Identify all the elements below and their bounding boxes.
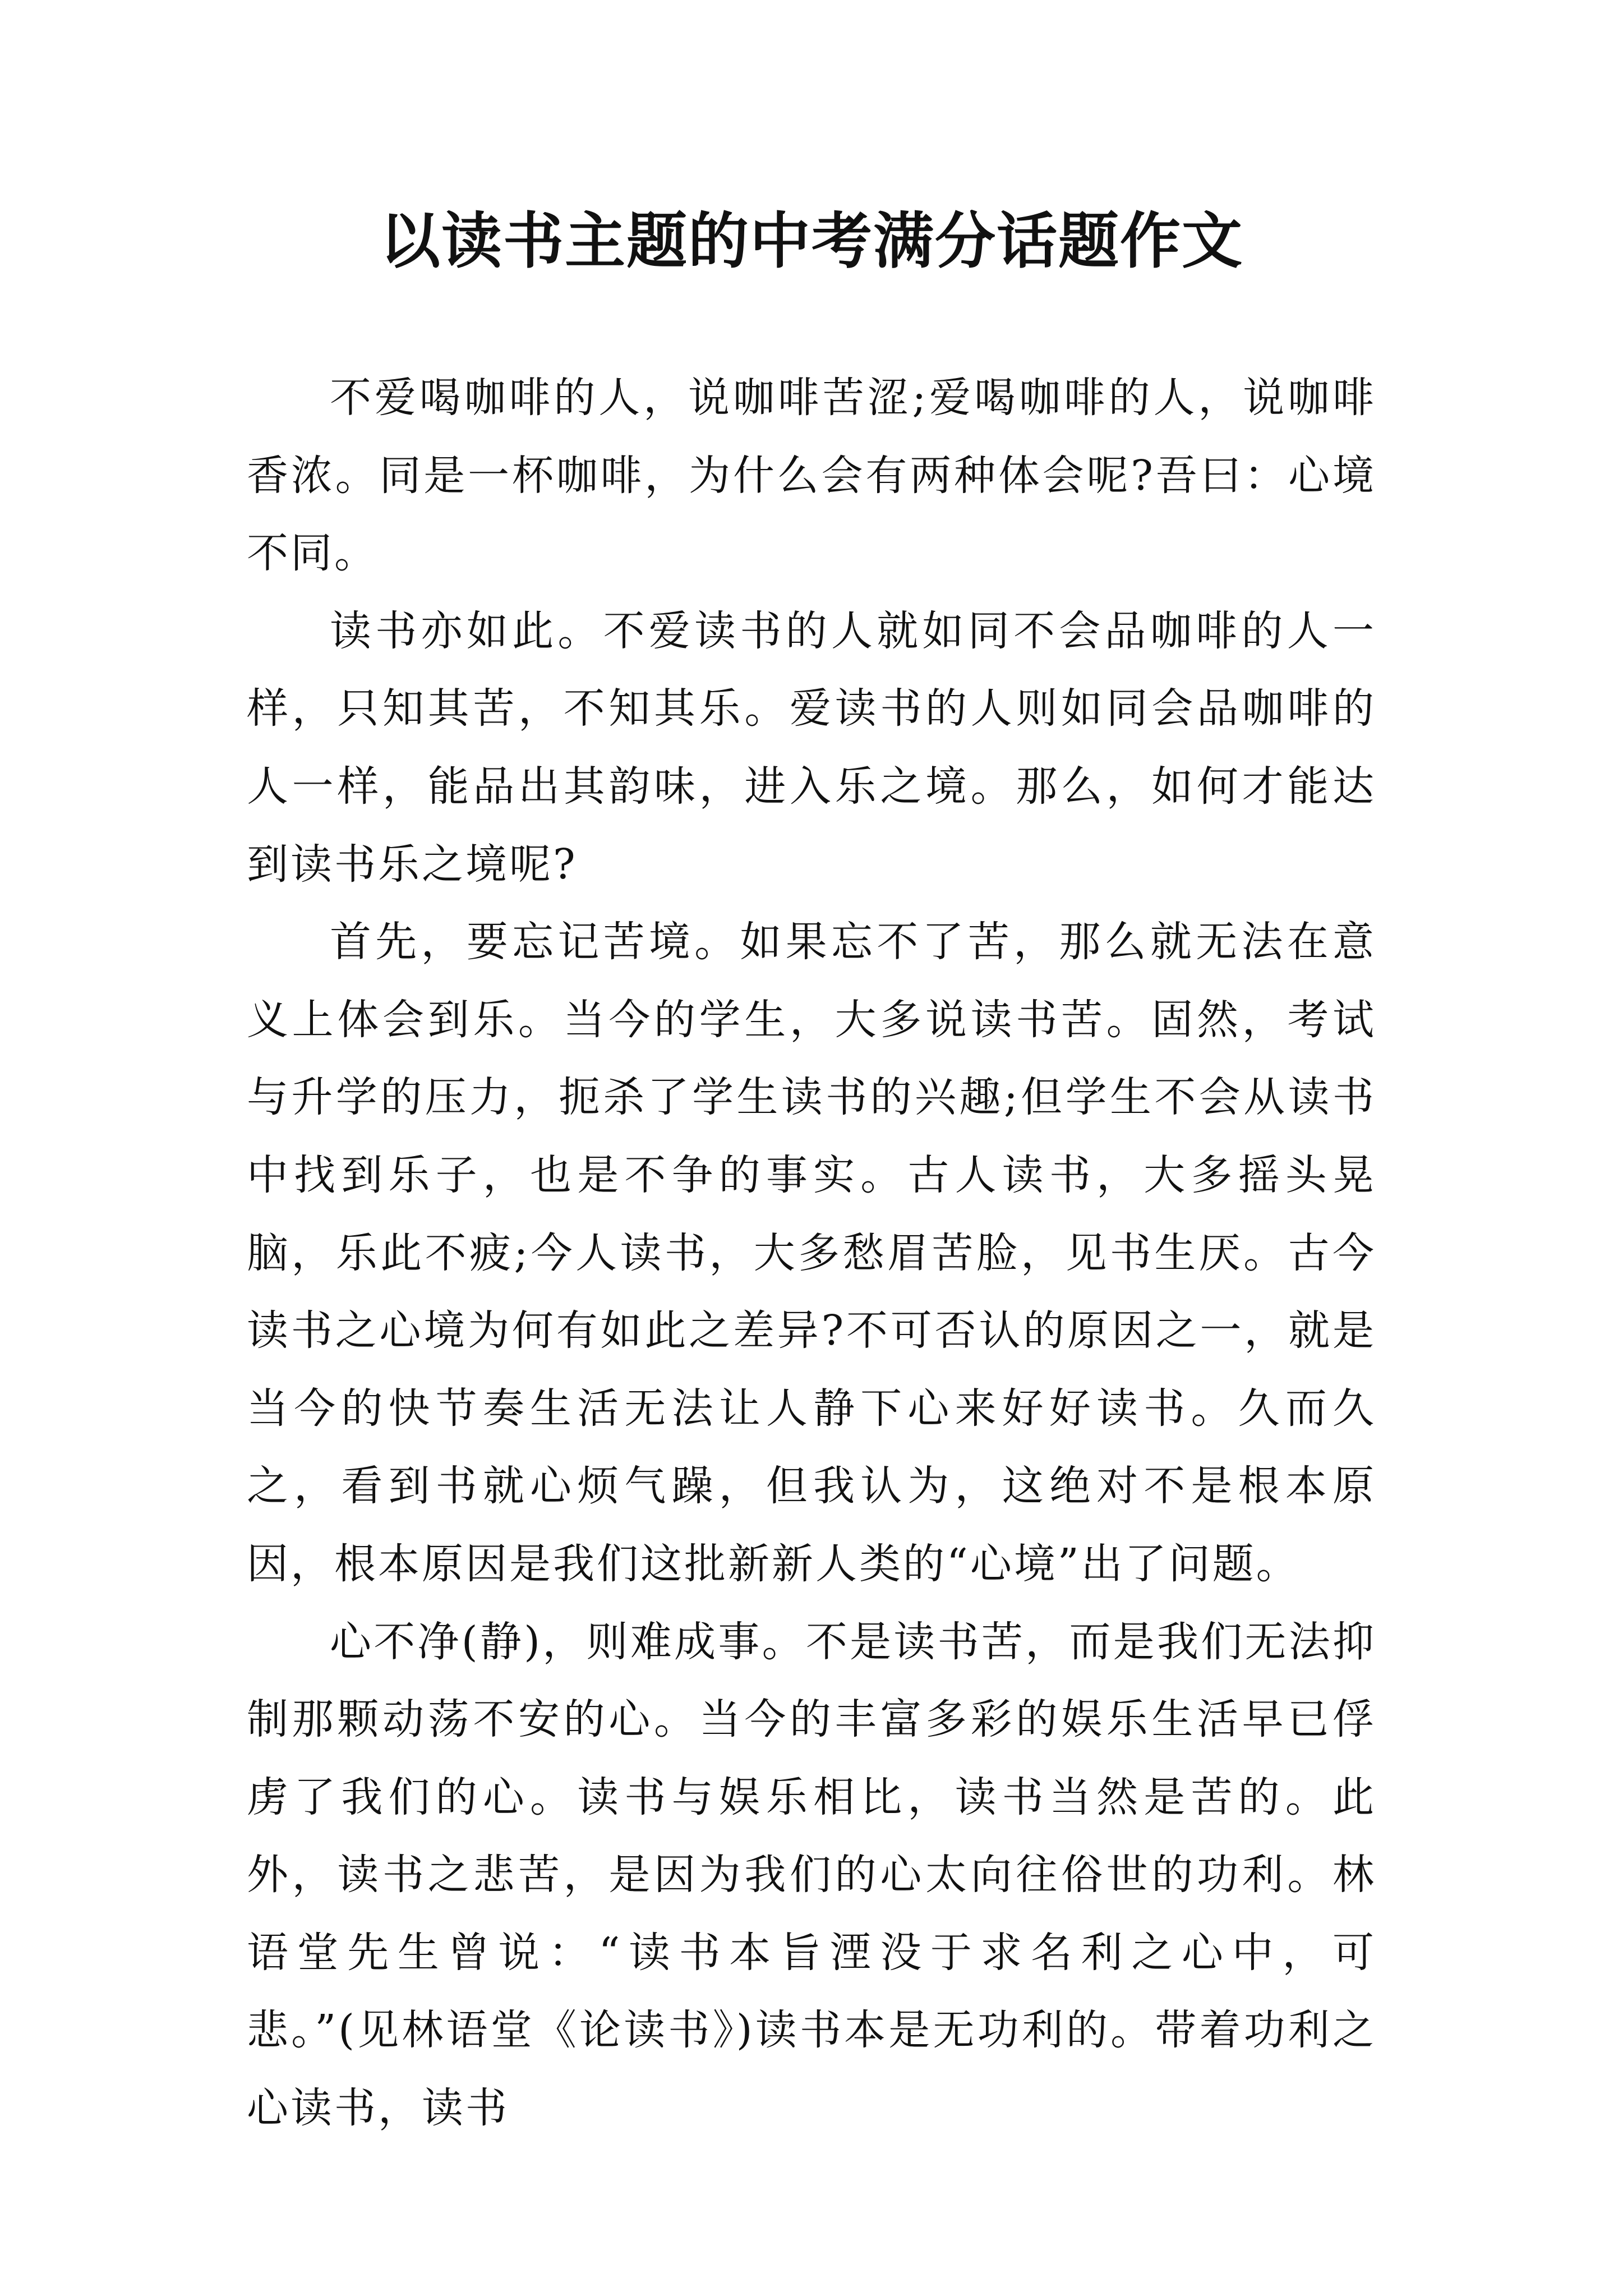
paragraph: 读书亦如此。不爱读书的人就如同不会品咖啡的人一样，只知其苦，不知其乐。爱读书的人则如同会品咖啡的人一样，能品出其韵味，进入乐之境。那么，如何才能达到读书乐之境呢? [247,606,1376,889]
paragraph: 心不净(静)，则难成事。不是读书苦，而是我们无法抑制那颗动荡不安的心。当今的丰富多彩的娱乐生活早已俘虏了我们的心。读书与娱乐相比，读书当然是苦的。此外，读书之悲苦，是因为我们的心太向往俗世的功利。林语堂先生曾说：“读书本旨湮没于求名利之心中，可悲。”(见林语堂《论读书》)读书本是无功利的。带着功利之心读书，读书 [247,1617,1376,2133]
paragraph: 首先，要忘记苦境。如果忘不了苦，那么就无法在意义上体会到乐。当今的学生，大多说读书苦。固然，考试与升学的压力，扼杀了学生读书的兴趣;但学生不会从读书中找到乐子，也是不争的事实。古人读书，大多摇头晃脑，乐此不疲;今人读书，大多愁眉苦脸，见书生厌。古今读书之心境为何有如此之差异?不可否认的原因之一，就是当今的快节奏生活无法让人静下心来好好读书。久而久之，看到书就心烦气躁，但我认为，这绝对不是根本原因，根本原因是我们这批新新人类的“心境”出了问题。 [247,918,1376,1588]
paragraph: 不爱喝咖啡的人，说咖啡苦涩;爱喝咖啡的人，说咖啡香浓。同是一杯咖啡，为什么会有两种体会呢?吾曰：心境不同。 [247,374,1376,578]
document-body [247,359,1376,2147]
document-title: 以读书主题的中考满分话题作文 [379,206,1243,277]
